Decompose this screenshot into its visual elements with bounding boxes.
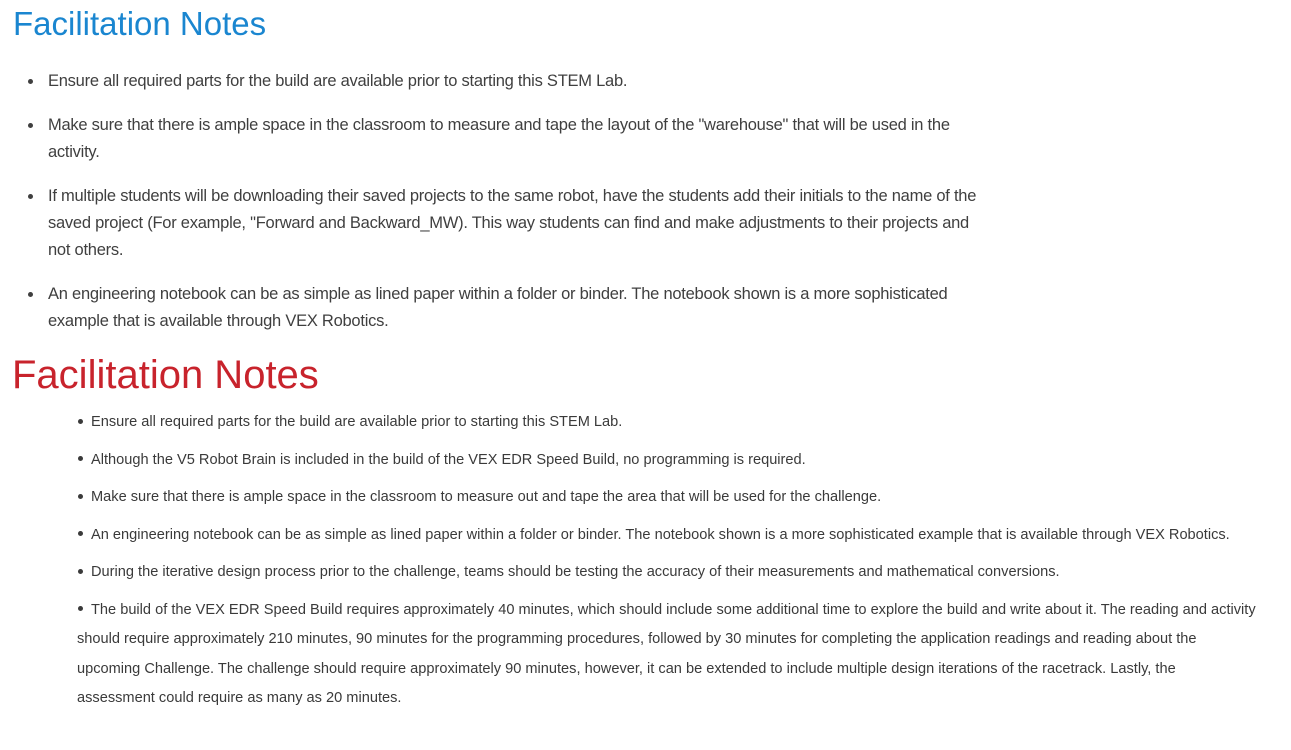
section-two-item-text: Ensure all required parts for the build are available prior to starting this STEM Lab. <box>91 414 623 430</box>
bullet-icon <box>78 531 83 536</box>
section-two-list-item <box>77 446 1257 476</box>
section-two-list-item <box>77 558 1257 588</box>
section-one-list-item: An engineering notebook can be as simple as lined paper within a folder or binder. The notebook shown is a more sophisticated example that is available through VEX Robotics. <box>0 281 993 335</box>
section-two-list <box>77 408 1257 722</box>
section-two-item-text: During the iterative design process prior to the challenge, teams should be testing the accuracy of their measurements and mathematical conversions. <box>91 564 1060 580</box>
section-two-item-text: An engineering notebook can be as simple as lined paper within a folder or binder. The notebook shown is a more sophisticated example that is available through VEX Robotics. <box>91 526 1230 543</box>
section-one-list-item: Ensure all required parts for the build are available prior to starting this STEM Lab. <box>0 68 993 95</box>
bullet-icon <box>78 456 83 461</box>
section-one-list-item: If multiple students will be downloading their saved projects to the same robot, have the students add their initials to the name of the saved project (For example, "Forward and Backward_MW). This way students can find and make adjustments to their projects and not others. <box>0 183 993 264</box>
section-two-list-item <box>77 408 1257 438</box>
section-one-list <box>0 68 1000 352</box>
section-two-item-text: Make sure that there is ample space in the classroom to measure out and tape the area that will be used for the challenge. <box>91 489 882 505</box>
bullet-icon <box>78 494 83 499</box>
bullet-icon <box>78 419 83 424</box>
section-two-list-item <box>77 483 1257 513</box>
bullet-icon <box>78 569 83 574</box>
section-two-item-text: The build of the VEX EDR Speed Build requires approximately 40 minutes, which should include some additional time to explore the build and write about it. The reading and activity should require approximately 210 minutes, 90 minutes for the programming procedures, followed by 30 minutes for completing the application readings and reading about the upcoming Challenge. The challenge should require approximately 90 minutes, however, it can be extended to include multiple design iterations of the racetrack. Lastly, the assessment could require as many as 20 minutes. <box>77 601 1256 706</box>
section-one-list-item: Make sure that there is ample space in the classroom to measure and tape the layout of the "warehouse" that will be used in the activity. <box>0 112 993 166</box>
section-two-list-item <box>77 596 1257 714</box>
bullet-icon <box>78 606 83 611</box>
section-one-title: Facilitation Notes <box>13 5 267 42</box>
section-two-item-text: Although the V5 Robot Brain is included in the build of the VEX EDR Speed Build, no programming is required. <box>91 451 806 468</box>
section-two-title: Facilitation Notes <box>12 353 319 397</box>
section-two-list-item <box>77 521 1257 551</box>
